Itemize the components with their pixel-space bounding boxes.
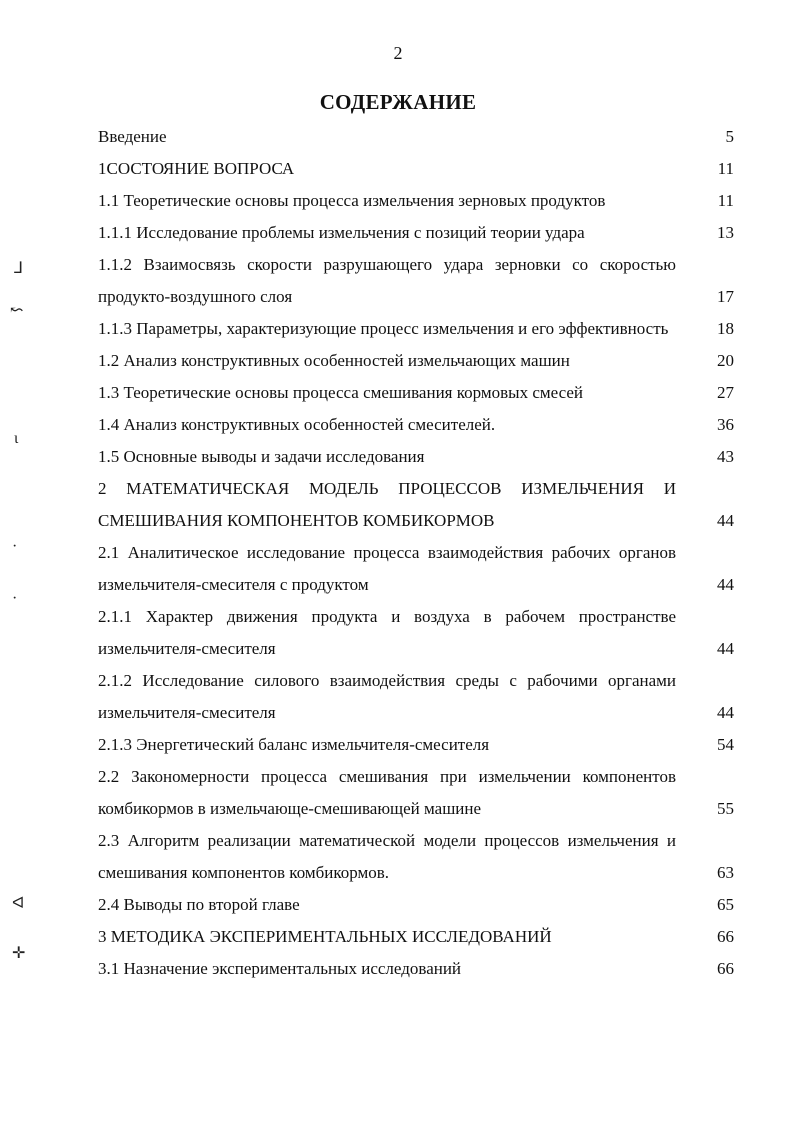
toc-entry-page: 55 (717, 799, 734, 818)
toc-entry (98, 921, 734, 953)
toc-entry (98, 377, 734, 409)
toc-entry-page: 44 (717, 511, 734, 530)
scan-mark: ✛ (12, 945, 26, 962)
toc-entry (98, 153, 734, 185)
toc-entry-page: 43 (717, 447, 734, 466)
toc-entry (98, 537, 734, 601)
scan-mark: ɩ (14, 430, 19, 447)
toc-entry-page: 66 (717, 927, 734, 946)
toc-entry-page: 54 (717, 735, 734, 754)
scan-mark: ↜ (10, 302, 24, 319)
toc-entry-text: 1.3 Теоретические основы процесса смешивания кормовых смесей (98, 383, 584, 402)
toc-entry-text: 2.4 Выводы по второй главе (98, 895, 300, 914)
toc-entry-page: 11 (717, 159, 734, 178)
toc-entry (98, 121, 734, 153)
toc-entry (98, 825, 734, 889)
toc-entry-page: 18 (717, 319, 734, 338)
toc-entry (98, 601, 734, 665)
toc-entry-text: 2 МАТЕМАТИЧЕСКАЯ МОДЕЛЬ ПРОЦЕССОВ ИЗМЕЛЬЧЕНИЯ И СМЕШИВАНИЯ КОМПОНЕНТОВ КОМБИКОРМОВ (98, 479, 676, 530)
toc-entry (98, 889, 734, 921)
toc-entry-page: 44 (717, 639, 734, 658)
toc-entry (98, 313, 734, 345)
toc-entry-page: 65 (717, 895, 734, 914)
scan-mark: · (12, 590, 18, 607)
toc-entry-page: 66 (717, 959, 734, 978)
toc-entry-page: 11 (717, 191, 734, 210)
scan-mark: ⅃ (14, 260, 23, 277)
table-of-contents (98, 121, 734, 985)
toc-entry-page: 44 (717, 575, 734, 594)
toc-entry-text: 2.1.3 Энергетический баланс измельчителя-смесителя (98, 735, 490, 754)
toc-entry-text: 1.1.1 Исследование проблемы измельчения с позиций теории удара (98, 223, 585, 242)
toc-entry (98, 409, 734, 441)
toc-entry-text: 3.1 Назначение экспериментальных исследований (98, 959, 462, 978)
toc-entry-text: 2.1.2 Исследование силового взаимодействия среды с рабочими органами измельчителя-смесителя (98, 671, 676, 722)
toc-entry (98, 761, 734, 825)
toc-entry (98, 441, 734, 473)
toc-entry-text: 1.2 Анализ конструктивных особенностей измельчающих машин (98, 351, 570, 370)
toc-entry-text: 2.1.1 Характер движения продукта и воздуха в рабочем пространстве измельчителя-смесителя (98, 607, 676, 658)
toc-entry (98, 729, 734, 761)
toc-entry (98, 665, 734, 729)
toc-entry-page: 5 (725, 127, 734, 146)
toc-entry-page: 44 (717, 703, 734, 722)
toc-entry-page: 27 (717, 383, 734, 402)
toc-entry-text: 1.1.2 Взаимосвязь скорости разрушающего удара зерновки со скоростью продукто-воздушного слоя (98, 255, 676, 306)
toc-entry (98, 185, 734, 217)
toc-entry-page: 36 (717, 415, 734, 434)
toc-entry (98, 953, 734, 985)
page-number: 2 (393, 43, 403, 63)
toc-entry-text: 2.2 Закономерности процесса смешивания при измельчении компонентов комбикормов в измельчающе-смешивающей машине (98, 767, 676, 818)
toc-entry (98, 249, 734, 313)
toc-title: СОДЕРЖАНИЕ (319, 90, 477, 114)
toc-entry-page: 20 (717, 351, 734, 370)
toc-entry-text: 1.1.3 Параметры, характеризующие процесс измельчения и его эффективность (98, 319, 669, 338)
toc-entry-text: 1.5 Основные выводы и задачи исследования (98, 447, 425, 466)
toc-entry-text: 1.4 Анализ конструктивных особенностей смесителей. (98, 415, 496, 434)
toc-entry (98, 217, 734, 249)
toc-entry-text: 1СОСТОЯНИЕ ВОПРОСА (98, 159, 295, 178)
toc-entry (98, 473, 734, 537)
scan-mark: · (12, 538, 18, 555)
toc-entry-text: 3 МЕТОДИКА ЭКСПЕРИМЕНТАЛЬНЫХ ИССЛЕДОВАНИЙ (98, 927, 552, 946)
toc-entry-text: 2.1 Аналитическое исследование процесса взаимодействия рабочих органов измельчителя-смесителя с продуктом (98, 543, 676, 594)
toc-entry-page: 17 (717, 287, 734, 306)
toc-entry-text: 2.3 Алгоритм реализации математической модели процессов измельчения и смешивания компонентов комбикормов. (98, 831, 676, 882)
toc-entry (98, 345, 734, 377)
toc-entry-text: 1.1 Теоретические основы процесса измельчения зерновых продуктов (98, 191, 606, 210)
toc-entry-text: Введение (98, 127, 167, 146)
toc-entry-page: 63 (717, 863, 734, 882)
scan-mark: ᐊ (12, 895, 25, 912)
toc-entry-page: 13 (717, 223, 734, 242)
